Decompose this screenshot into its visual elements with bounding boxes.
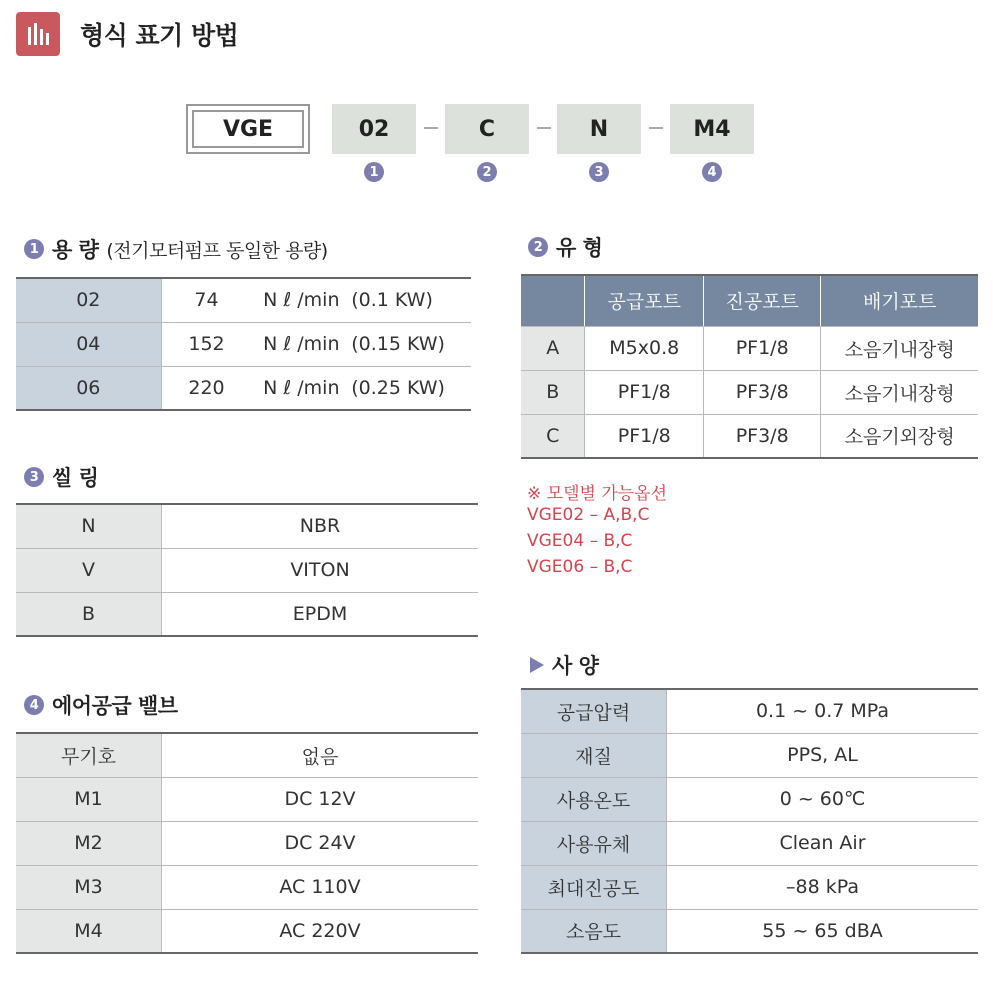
table-row: 최대진공도 –88 kPa: [521, 865, 978, 909]
bar-chart-icon: [16, 12, 60, 56]
code-part-capacity: 02: [332, 104, 416, 154]
option-note: VGE04 – B,C: [527, 531, 633, 551]
table-row: 02 74 N ℓ /min (0.1 KW): [16, 278, 471, 322]
spec-table: [521, 688, 978, 954]
code-number-4: 4: [702, 162, 722, 182]
table-row: 소음도 55 ~ 65 dBA: [521, 909, 978, 953]
table-row: A M5x0.8 PF1/8 소음기내장형: [521, 326, 978, 370]
table-row: M4 AC 220V: [16, 909, 478, 953]
code-number-2: 2: [477, 162, 497, 182]
number-badge: 4: [24, 695, 44, 715]
table-row: 공급압력 0.1 ~ 0.7 MPa: [521, 689, 978, 733]
type-table: [521, 274, 978, 459]
code-part-series: VGE: [186, 104, 310, 154]
table-row: 사용온도 0 ~ 60℃: [521, 777, 978, 821]
table-header-row: 공급포트 진공포트 배기포트: [521, 275, 978, 326]
capacity-table: [16, 277, 471, 411]
code-dash: [424, 127, 438, 129]
number-badge: 1: [24, 239, 44, 259]
code-dash: [537, 127, 551, 129]
capacity-section-title: 1 용 량 (전기모터펌프 동일한 용량): [24, 234, 328, 264]
table-row: B EPDM: [16, 592, 478, 636]
code-dash: [649, 127, 663, 129]
number-badge: 2: [528, 237, 548, 257]
valve-section-title: 4 에어공급 밸브: [24, 690, 178, 720]
table-row: B PF1/8 PF3/8 소음기내장형: [521, 370, 978, 414]
code-number-1: 1: [364, 162, 384, 182]
table-row: M3 AC 110V: [16, 865, 478, 909]
table-row: 06 220 N ℓ /min (0.25 KW): [16, 366, 471, 410]
table-row: M2 DC 24V: [16, 821, 478, 865]
seal-table: [16, 503, 478, 637]
spec-section-title: 사 양: [530, 650, 598, 680]
code-part-valve: M4: [670, 104, 754, 154]
table-row: 무기호 없음: [16, 733, 478, 777]
table-row: N NBR: [16, 504, 478, 548]
number-badge: 3: [24, 467, 44, 487]
type-section-title: 2 유 형: [528, 232, 602, 262]
triangle-right-icon: [530, 657, 544, 673]
code-part-type: C: [445, 104, 529, 154]
valve-table: [16, 732, 478, 954]
seal-section-title: 3 씰 링: [24, 462, 98, 492]
table-row: V VITON: [16, 548, 478, 592]
option-note: VGE02 – A,B,C: [527, 505, 650, 525]
option-note-title: ※ 모델별 가능옵션: [527, 484, 668, 504]
page-title: 형식 표기 방법: [80, 21, 239, 50]
code-number-3: 3: [589, 162, 609, 182]
code-part-seal: N: [557, 104, 641, 154]
table-row: 사용유체 Clean Air: [521, 821, 978, 865]
table-row: M1 DC 12V: [16, 777, 478, 821]
table-row: 04 152 N ℓ /min (0.15 KW): [16, 322, 471, 366]
option-note: VGE06 – B,C: [527, 557, 633, 577]
table-row: C PF1/8 PF3/8 소음기외장형: [521, 414, 978, 458]
table-row: 재질 PPS, AL: [521, 733, 978, 777]
